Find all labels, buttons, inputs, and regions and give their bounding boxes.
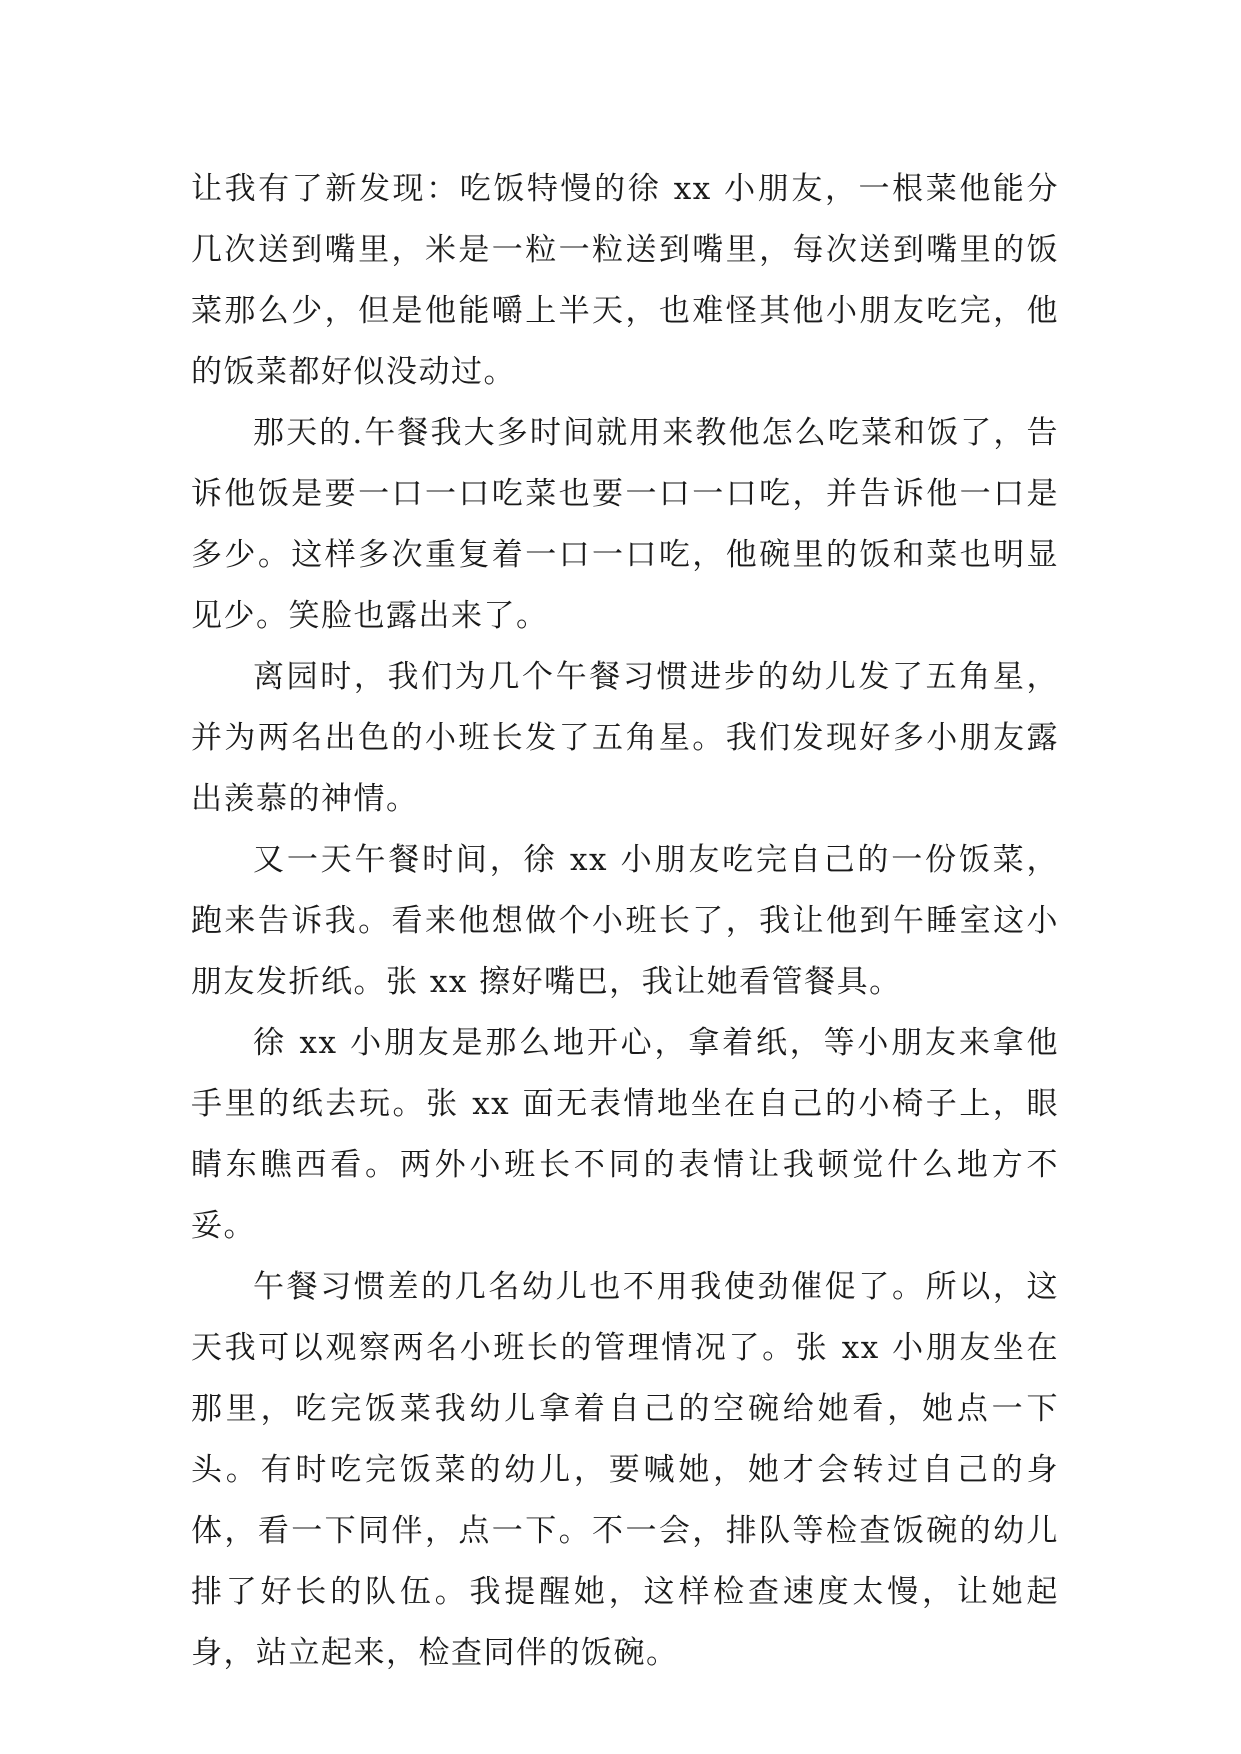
paragraph-2: 那天的.午餐我大多时间就用来教他怎么吃菜和饭了，告诉他饭是要一口一口吃菜也要一口一口吃，并告诉他一口是多少。这样多次重复着一口一口吃，他碗里的饭和菜也明显见少。笑脸也露出来了。 — [191, 415, 1059, 634]
paragraph-5: 徐 xx 小朋友是那么地开心，拿着纸，等小朋友来拿他手里的纸去玩。张 xx 面无表情地坐在自己的小椅子上，眼睛东瞧西看。两外小班长不同的表情让我顿觉什么地方不妥。 — [191, 1025, 1059, 1244]
document-body — [191, 159, 1059, 1684]
paragraph-1: 让我有了新发现：吃饭特慢的徐 xx 小朋友，一根菜他能分几次送到嘴里，米是一粒一粒送到嘴里，每次送到嘴里的饭菜那么少，但是他能嚼上半天，也难怪其他小朋友吃完，他的饭菜都好似没动过。 — [191, 171, 1059, 390]
paragraph-3: 离园时，我们为几个午餐习惯进步的幼儿发了五角星，并为两名出色的小班长发了五角星。我们发现好多小朋友露出羡慕的神情。 — [191, 659, 1059, 817]
paragraph-4: 又一天午餐时间，徐 xx 小朋友吃完自己的一份饭菜，跑来告诉我。看来他想做个小班长了，我让他到午睡室这小朋友发折纸。张 xx 擦好嘴巴，我让她看管餐具。 — [191, 842, 1059, 1000]
paragraph-6: 午餐习惯差的几名幼儿也不用我使劲催促了。所以，这天我可以观察两名小班长的管理情况了。张 xx 小朋友坐在那里，吃完饭菜我幼儿拿着自己的空碗给她看，她点一下头。有时吃完饭菜的幼儿，要喊她，她才会转过自己的身体，看一下同伴，点一下。不一会，排队等检查饭碗的幼儿排了好长的队伍。我提醒她，这样检查速度太慢，让她起身，站立起来，检查同伴的饭碗。 — [191, 1269, 1059, 1671]
